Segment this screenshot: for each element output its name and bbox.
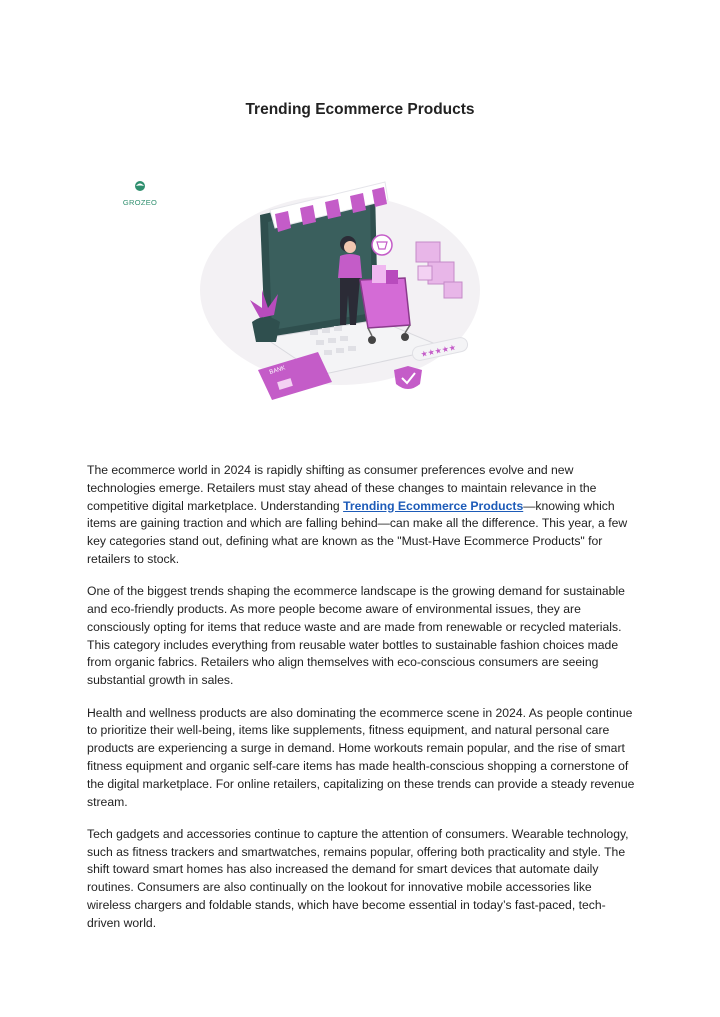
trending-products-link[interactable]: Trending Ecommerce Products bbox=[343, 498, 524, 513]
intro-text-after-link: —knowing which items are gaining traction and which are falling behind—can make all the difference. This year, a few key categories stand out, defining what are known as the "Must-Have Ecommerce Products" for retailers to stock. bbox=[87, 498, 628, 566]
paragraph-tech: Tech gadgets and accessories continue to capture the attention of consumers. Wearable technology, such as fitness trackers and smartwatches, remains popular, offering both practicality and style. The shift toward smart homes has also increased the demand for smart devices that automate daily routines. Consumers are also continually on the lookout for innovative mobile accessories like wireless chargers and foldable stands, which have become essential in today’s fast-paced, tech-driven world. bbox=[87, 826, 629, 930]
woman-face bbox=[344, 241, 356, 253]
paragraph-sustainable: One of the biggest trends shaping the ecommerce landscape is the growing demand for sustainable and eco-friendly products. As more people become aware of environmental issues, they are consciously opting for items that reduce waste and are made from renewable or recycled materials. This category includes everything from reusable water bottles to sustainable fashion choices made from organic fabrics. Retailers who align themselves with eco-conscious consumers are seeing substantial growth in sales. bbox=[87, 584, 625, 688]
page-title: Trending Ecommerce Products bbox=[245, 101, 475, 118]
cart-bubble-icon bbox=[372, 235, 392, 255]
intro-text-before-link: The ecommerce world in 2024 is rapidly shifting as consumer preferences evolve and new technologies emerge. Retailers must stay ahead of these changes to maintain relevance in the competitive digital marketplace. Understanding bbox=[87, 463, 597, 513]
woman-top bbox=[338, 254, 362, 278]
shield-icon bbox=[394, 366, 422, 389]
article-body bbox=[87, 462, 635, 947]
rating-stars: ★★★★★ bbox=[419, 342, 457, 360]
logo-text: GROZEO bbox=[122, 198, 158, 207]
paragraph-intro bbox=[87, 462, 635, 569]
card-label: BANK bbox=[268, 365, 287, 376]
paragraph-health: Health and wellness products are also dominating the ecommerce scene in 2024. As people continue to prioritize their well-being, items like supplements, fitness equipment, and natural personal care products are experiencing a surge in demand. Home workouts remain popular, and the rise of smart fitness equipment and organic self-care items has made health-conscious shopping a cornerstone of the digital marketplace. For online retailers, capitalizing on these trends can provide a steady revenue stream. bbox=[87, 705, 635, 809]
shopping-illustration bbox=[110, 170, 510, 405]
